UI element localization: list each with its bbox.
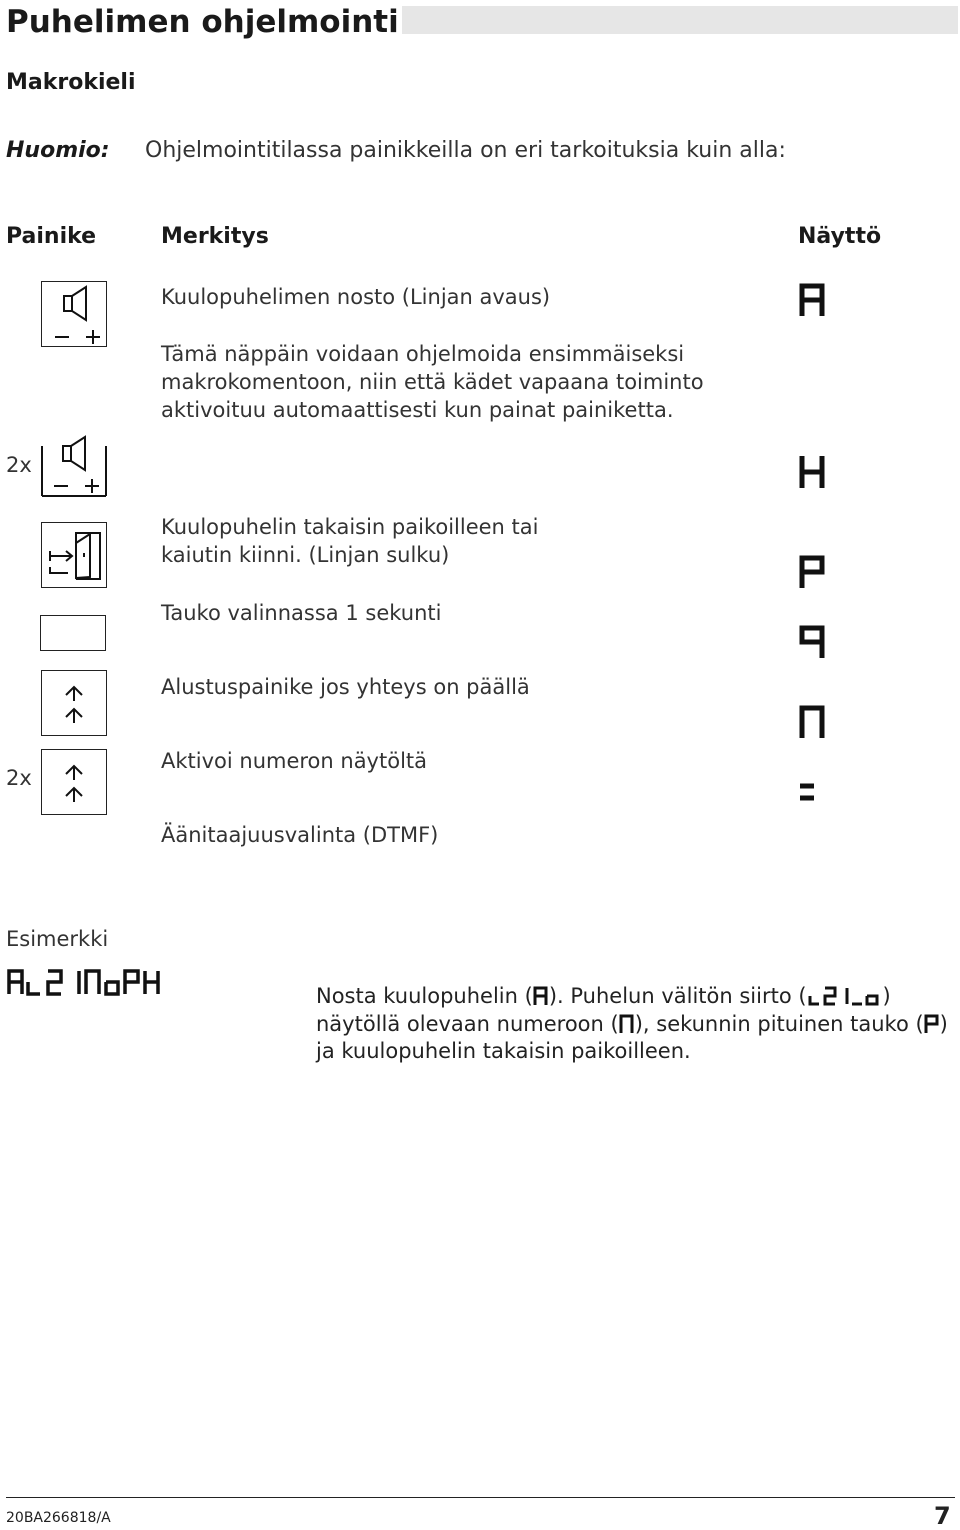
display-glyph-P — [798, 552, 826, 592]
row-text-handsfree-note: Tämä näppäin voidaan ohjelmoida ensimmäiseksi makrokomentoon, niin että kädet vapaana toiminto aktivoituu automaattisesti kun painat painiketta. — [161, 342, 704, 422]
pause-key — [40, 615, 106, 651]
example-sequence-display — [6, 967, 166, 997]
row-text-pause: Tauko valinnassa 1 sekunti — [161, 601, 442, 625]
display-glyph-q — [798, 622, 826, 662]
page-title: Puhelimen ohjelmointi — [6, 4, 399, 40]
section-subtitle: Makrokieli — [6, 70, 136, 95]
double-arrow-up-icon — [42, 750, 106, 814]
inline-glyph-transfer — [807, 986, 883, 1006]
speaker-key-double — [41, 432, 107, 498]
display-glyph-equals — [798, 778, 826, 808]
note-text: Ohjelmointitilassa painikkeilla on eri tarkoituksia kuin alla: — [145, 138, 786, 163]
display-glyph-A — [798, 280, 826, 320]
example-text-part4: ), sekunnin pituinen tauko ( — [634, 1011, 924, 1036]
row-text-activate-number: Aktivoi numeron näytöltä — [161, 749, 428, 773]
column-header-button: Painike — [6, 224, 97, 249]
inline-glyph-A — [533, 986, 549, 1006]
row-text-hangup: Kuulopuhelin takaisin paikoilleen tai kaiutin kiinni. (Linjan sulku) — [161, 515, 539, 567]
example-description — [316, 983, 956, 1066]
flash-key-double — [41, 749, 107, 815]
row-text-handset-lift: Kuulopuhelimen nosto (Linjan avaus) — [161, 285, 551, 309]
speaker-key — [41, 281, 107, 347]
note-label: Huomio: — [6, 138, 110, 163]
column-header-display: Näyttö — [798, 224, 882, 249]
inline-glyph-P — [924, 1014, 940, 1034]
column-header-meaning: Merkitys — [161, 224, 269, 249]
example-text-part3: ) näytöllä olevaan numeroon ( — [316, 984, 891, 1036]
example-text-part5: ) ja kuulopuhelin takaisin paikoilleen. — [316, 1011, 948, 1063]
flash-key — [41, 670, 107, 736]
document-code: 20BA266818/A — [6, 1510, 111, 1526]
display-glyph-H — [798, 452, 826, 492]
hangup-key — [41, 522, 107, 588]
double-arrow-up-icon — [42, 671, 106, 735]
display-glyph-n — [798, 702, 826, 742]
row-text-dtmf: Äänitaajuusvalinta (DTMF) — [161, 823, 439, 847]
row-text-flash: Alustuspainike jos yhteys on päällä — [161, 675, 530, 699]
title-bar-decoration — [402, 6, 958, 34]
door-exit-icon — [42, 523, 106, 587]
speaker-icon — [42, 282, 106, 346]
inline-glyph-n — [619, 1014, 635, 1034]
example-text-part2: ). Puhelun välitön siirto ( — [548, 984, 807, 1008]
example-text-part1: Nosta kuulopuhelin ( — [316, 984, 533, 1008]
page-number: 7 — [934, 1502, 951, 1530]
speaker-icon — [41, 432, 107, 498]
example-label: Esimerkki — [6, 927, 109, 951]
row-multiplier: 2x — [6, 453, 32, 477]
row-multiplier: 2x — [6, 766, 32, 790]
footer-rule — [6, 1497, 955, 1498]
